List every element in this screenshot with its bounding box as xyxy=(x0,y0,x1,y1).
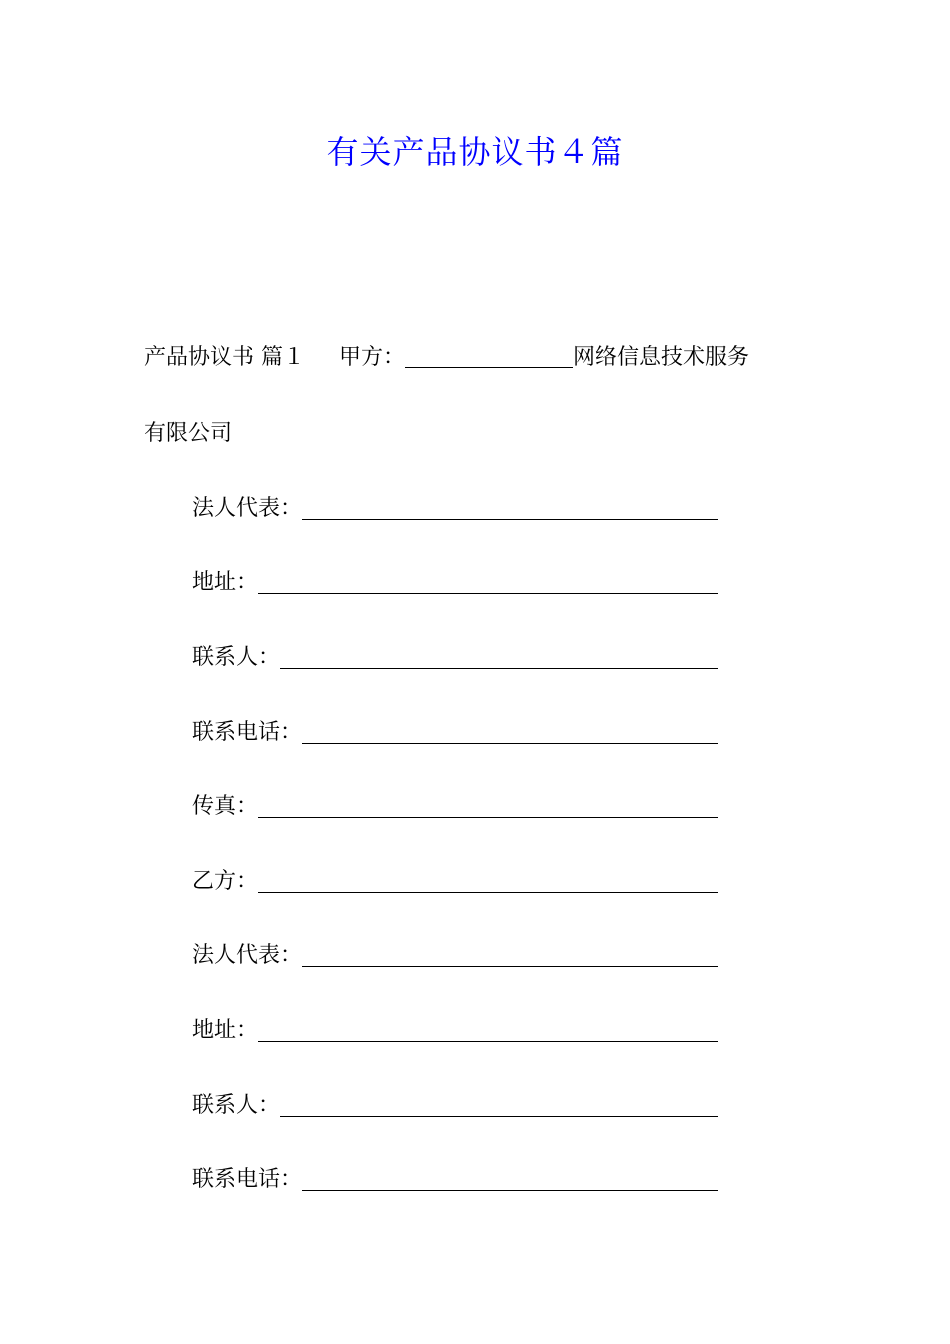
fill-in-blank xyxy=(280,1096,718,1117)
field-label: 联系电话： xyxy=(192,720,303,745)
fill-in-blank xyxy=(302,499,718,520)
party-a-company-suffix: 网络信息技术服务 xyxy=(573,345,750,370)
intro-continuation: 有限公司 xyxy=(144,421,233,446)
field-label: 地址： xyxy=(192,570,259,595)
field-label: 联系电话： xyxy=(192,1167,303,1192)
field-party-a-address xyxy=(192,568,718,598)
fill-in-blank xyxy=(258,872,718,893)
field-label: 法人代表： xyxy=(192,943,303,968)
document-title: 有关产品协议书４篇 xyxy=(326,133,624,171)
field-party-b-contact xyxy=(192,1091,718,1121)
field-party-a-phone xyxy=(192,718,718,748)
field-party-b-phone xyxy=(192,1165,718,1195)
field-party-a-fax xyxy=(192,792,718,822)
party-a-name-blank xyxy=(405,347,573,368)
fill-in-blank xyxy=(258,1021,718,1042)
field-party-a-contact xyxy=(192,643,718,673)
field-party-b-address xyxy=(192,1016,718,1046)
field-label: 乙方： xyxy=(192,869,259,894)
field-label: 传真： xyxy=(192,794,259,819)
field-label: 法人代表： xyxy=(192,496,303,521)
field-party-b xyxy=(192,867,718,897)
field-label: 联系人： xyxy=(192,1093,281,1118)
agreement-heading: 产品协议书 篇１ xyxy=(144,345,305,370)
fill-in-blank xyxy=(302,946,718,967)
fill-in-blank xyxy=(258,573,718,594)
fill-in-blank xyxy=(258,797,718,818)
fill-in-blank xyxy=(302,723,718,744)
field-party-a-legal-rep xyxy=(192,494,718,524)
party-a-label: 甲方： xyxy=(339,345,406,370)
field-label: 地址： xyxy=(192,1018,259,1043)
intro-line xyxy=(144,343,749,373)
field-label: 联系人： xyxy=(192,645,281,670)
field-party-b-legal-rep xyxy=(192,941,718,971)
fill-in-blank xyxy=(302,1170,718,1191)
fill-in-blank xyxy=(280,648,718,669)
